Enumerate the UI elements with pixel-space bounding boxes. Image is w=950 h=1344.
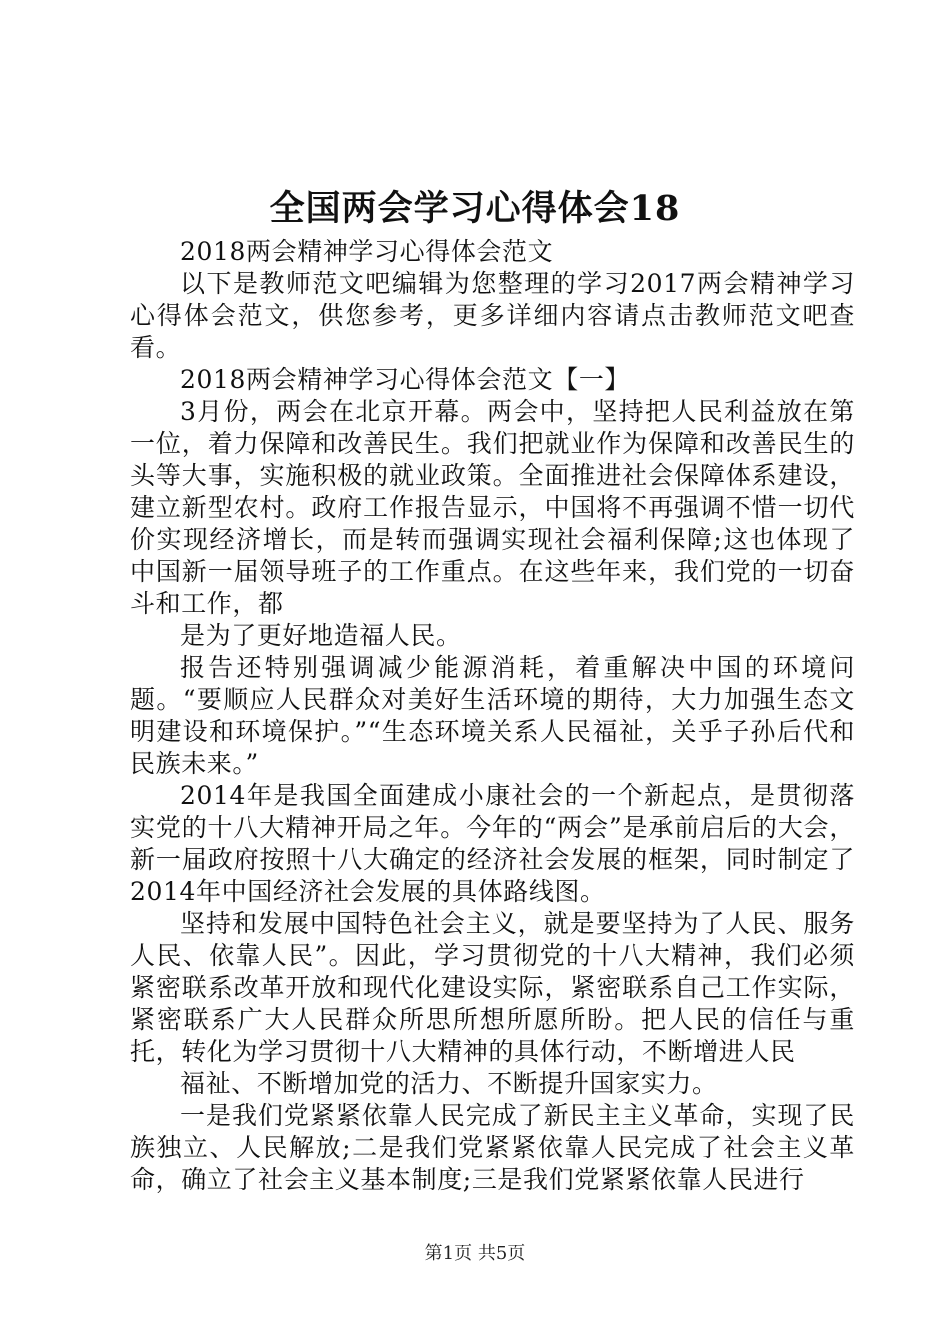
body-paragraph: 报告还特别强调减少能源消耗，着重解决中国的环境问题。“要顺应人民群众对美好生活环境的期待，大力加强生态文明建设和环境保护。”“生态环境关系人民福祉，关乎子孙后代和民族未来。” xyxy=(130,653,855,778)
body-paragraph: 福祉、不断增加党的活力、不断提升国家实力。 xyxy=(180,1069,718,1098)
body-paragraph: 是为了更好地造福人民。 xyxy=(180,621,462,650)
body-paragraph: 坚持和发展中国特色社会主义，就是要坚持为了人民、服务人民、依靠人民”。因此，学习贯彻党的十八大精神，我们必须紧密联系改革开放和现代化建设实际，紧密联系自己工作实际，紧密联系广大人民群众所思所想所愿所盼。把人民的信任与重托，转化为学习贯彻十八大精神的具体行动，不断增进人民 xyxy=(130,909,855,1066)
body-paragraph: 一是我们党紧紧依靠人民完成了新民主主义革命，实现了民族独立、人民解放;二是我们党紧紧依靠人民完成了社会主义革命，确立了社会主义基本制度;三是我们党紧紧依靠人民进行 xyxy=(130,1101,855,1194)
intro-paragraph: 以下是教师范文吧编辑为您整理的学习2017两会精神学习心得体会范文，供您参考，更多详细内容请点击教师范文吧查看。 xyxy=(130,269,855,362)
body-paragraph: 2014年是我国全面建成小康社会的一个新起点，是贯彻落实党的十八大精神开局之年。今年的“两会”是承前启后的大会，新一届政府按照十八大确定的经济社会发展的框架，同时制定了2014年中国经济社会发展的具体路线图。 xyxy=(130,781,855,906)
body-paragraph: 3月份，两会在北京开幕。两会中，坚持把人民利益放在第一位，着力保障和改善民生。我们把就业作为保障和改善民生的头等大事，实施积极的就业政策。全面推进社会保障体系建设，建立新型农村。政府工作报告显示，中国将不再强调不惜一切代价实现经济增长，而是转而强调实现社会福利保障;这也体现了中国新一届领导班子的工作重点。在这些年来，我们党的一切奋斗和工作，都 xyxy=(130,397,855,618)
section-heading: 2018两会精神学习心得体会范文【一】 xyxy=(180,365,631,394)
document-body xyxy=(130,236,855,1196)
page-footer: 第1页 共5页 xyxy=(424,1243,526,1264)
document-title: 全国两会学习心得体会18 xyxy=(269,188,681,229)
subtitle-paragraph: 2018两会精神学习心得体会范文 xyxy=(180,237,554,266)
